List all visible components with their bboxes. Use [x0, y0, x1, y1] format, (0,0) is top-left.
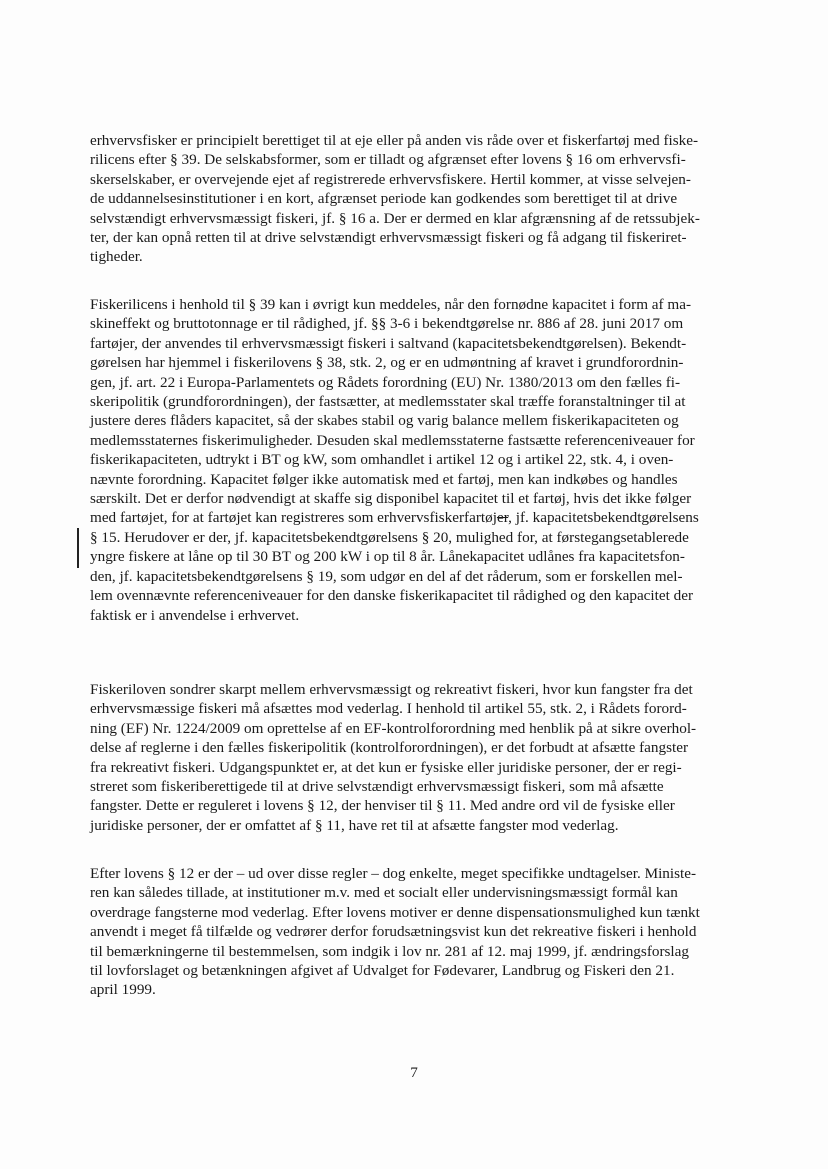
text-line: til lovforslaget og betænkningen afgivet af Udvalget for Fødevarer, Landbrug og Fiskeri den 21. [90, 962, 675, 980]
text-line: faktisk er i anvendelse i erhvervet. [90, 606, 300, 624]
text-line: Fiskeriloven sondrer skarpt mellem erhvervsmæssigt og rekreativt fiskeri, hvor kun fangster fra det [90, 681, 693, 698]
tracked-change-line [90, 508, 742, 527]
text-line: yngre fiskere at låne op til 30 BT og 200 kW i op til 8 år. Lånekapacitet udlånes fra kapacitetsfon- [90, 548, 685, 566]
text-line: erhvervsmæssige fiskeri må afsættes mod vederlag. I henhold til artikel 55, stk. 2, i Rådets forord- [90, 700, 687, 718]
text-line: overdrage fangsterne mod vederlag. Efter lovens motiver er denne dispensationsmulighed kun tænkt [90, 903, 700, 921]
text-line: skerselskaber, er overvejende ejet af registrerede erhvervsfiskere. Hertil kommer, at visse selvejen- [90, 170, 691, 188]
paragraph-4 [90, 864, 742, 1000]
text-line: fra rekreativt fiskeri. Udgangspunktet er, at det kun er fysiske eller juridiske personer, der er regi- [90, 758, 682, 776]
text-line: den, jf. kapacitetsbekendtgørelsens § 19, som udgør en del af det råderum, som er forskellen mel- [90, 567, 683, 585]
text-line: selvstændigt erhvervsmæssigt fiskeri, jf. § 16 a. Der er dermed en klar afgrænsning af de retssubjek- [90, 209, 700, 227]
paragraph-3 [90, 680, 742, 835]
text-segment: med fartøjet, for at fartøjet kan registreres som erhvervsfiskerfartøj [90, 509, 497, 527]
text-line: juridiske personer, der er omfattet af § 11, have ret til at afsætte fangster mod vederlag. [90, 816, 619, 834]
text-line: Efter lovens § 12 er der – ud over disse regler – dog enkelte, meget specifikke undtagelser. Ministe- [90, 865, 697, 882]
text-line: tigheder. [90, 248, 143, 266]
text-line: fartøjer, der anvendes til erhvervsmæssigt fiskeri i saltvand (kapacitetsbekendtgørelsen). Bekendt- [90, 334, 687, 352]
paragraph-1 [90, 131, 742, 267]
text-line: lem ovennævnte referenceniveauer for den danske fiskerikapacitet til rådighed og den kapacitet der [90, 587, 694, 605]
text-line: nævnte forordning. Kapacitet følger ikke automatisk med et fartøj, men kan indkøbes og handles [90, 470, 678, 488]
text-line: § 15. Herudover er der, jf. kapacitetsbekendtgørelsens § 20, mulighed for, at førstegangsetablerede [90, 528, 689, 546]
paragraph-2 [90, 295, 742, 625]
text-line: justere deres flåders kapacitet, så der skabes stabil og varig balance mellem fiskerikapaciteten og [90, 412, 679, 430]
page-number: 7 [410, 1064, 418, 1081]
text-line: særskilt. Det er derfor nødvendigt at skaffe sig disponibel kapacitet til et fartøj, hvis det ikke følger [90, 490, 692, 508]
text-line: skineffekt og bruttotonnage er til rådighed, jf. §§ 3-6 i bekendtgørelse nr. 886 af 28. juni 2017 om [90, 315, 684, 333]
text-line: til bemærkningerne til bestemmelsen, som indgik i lov nr. 281 af 12. maj 1999, jf. ændringsforslag [90, 942, 689, 960]
text-line: skeripolitik (grundforordningen), der fastsætter, at medlemsstater skal træffe foranstaltninger til at [90, 393, 686, 411]
text-line: ter, der kan opnå retten til at drive selvstændigt erhvervsmæssigt fiskeri og få adgang til fiskeriret- [90, 229, 687, 247]
text-line: anvendt i meget få tilfælde og vedrører derfor forudsætningsvist kun det rekreative fiskeri i henhold [90, 923, 697, 941]
deleted-text: er [496, 509, 509, 527]
text-line: erhvervsfisker er principielt berettiget til at eje eller på anden vis råde over et fiskerfartøj med fiske- [90, 132, 699, 149]
revision-change-bar [77, 528, 79, 568]
text-line: de uddannelsesinstitutioner i en kort, afgrænset periode kan godkendes som berettiget til at drive [90, 190, 678, 208]
text-line: streret som fiskeriberettigede til at drive selvstændigt erhvervsmæssigt fiskeri, som må afsætte [90, 778, 664, 796]
text-segment: , jf. kapacitetsbekendtgørelsens [508, 509, 699, 527]
text-line: delse af reglerne i den fælles fiskeripolitik (kontrolforordningen), er det forbudt at afsætte fangster [90, 739, 689, 757]
text-line: april 1999. [90, 981, 156, 999]
text-line: rilicens efter § 39. De selskabsformer, som er tilladt og afgrænset efter lovens § 16 om erhvervsfi- [90, 151, 686, 169]
text-line: Fiskerilicens i henhold til § 39 kan i øvrigt kun meddeles, når den fornødne kapacitet i form af ma- [90, 296, 692, 313]
text-line: gørelsen har hjemmel i fiskerilovens § 38, stk. 2, og er en udmøntning af kravet i grundforordnin- [90, 354, 684, 372]
text-line: ning (EF) Nr. 1224/2009 om oprettelse af en EF-kontrolforordning med henblik på at sikre overhol- [90, 719, 697, 737]
text-line: medlemsstaternes fiskerimuligheder. Desuden skal medlemsstaterne fastsætte referenceniveauer for [90, 431, 695, 449]
text-line: fiskerikapaciteten, udtrykt i BT og kW, som omhandlet i artikel 12 og i artikel 22, stk. 4, i oven- [90, 451, 674, 469]
text-line: ren kan således tillade, at institutioner m.v. med et socialt eller undervisningsmæssigt formål kan [90, 884, 678, 902]
text-line: gen, jf. art. 22 i Europa-Parlamentets og Rådets forordning (EU) Nr. 1380/2013 om den fælles fi- [90, 373, 681, 391]
text-line: fangster. Dette er reguleret i lovens § 12, der henviser til § 11. Med andre ord vil de fysiske eller [90, 797, 675, 815]
